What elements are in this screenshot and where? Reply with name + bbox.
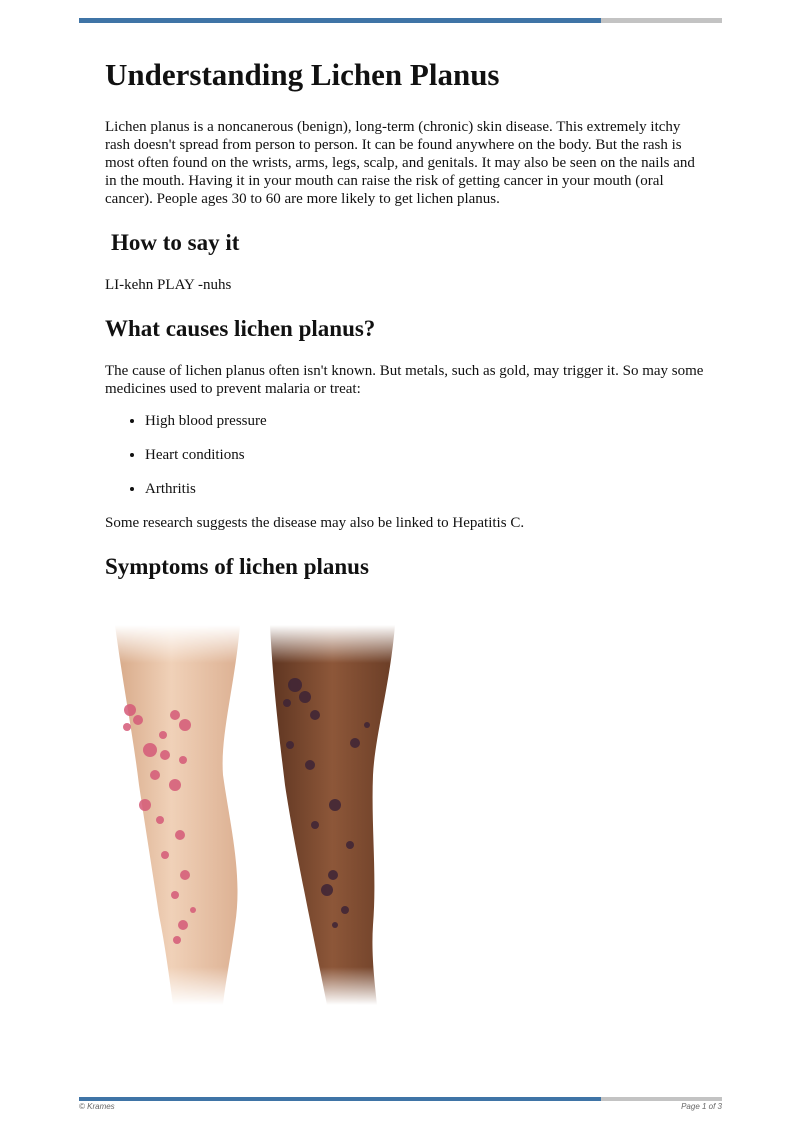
- list-item: • Arthritis: [145, 480, 705, 498]
- intro-paragraph: Lichen planus is a noncanerous (benign), long-term (chronic) skin disease. This extremely itchy rash doesn't spread from person to person. It can be found anywhere on the body. But the rash is most often found on the wrists, arms, legs, scalp, and genitals. It may also be seen on the nails and in the mouth. Having it in your mouth can raise the risk of getting cancer in your mouth (oral cancer). People ages 30 to 60 are more likely to get lichen planus.: [105, 119, 695, 207]
- footer-page-number: Page 1 of 3: [681, 1102, 722, 1111]
- bottom-progress-bar: [79, 1097, 722, 1101]
- top-progress-bar: [79, 18, 722, 23]
- conditions-list: [105, 412, 705, 498]
- research-note: Some research suggests the disease may also be linked to Hepatitis C.: [105, 515, 525, 531]
- pronunciation-text: LI-kehn PLAY -nuhs: [105, 277, 232, 293]
- page-title: Understanding Lichen Planus: [105, 57, 500, 92]
- causes-paragraph: The cause of lichen planus often isn't known. But metals, such as gold, may trigger it. So may some medicines used to prevent malaria or treat:: [105, 363, 704, 397]
- footer-copyright: © Krames: [79, 1102, 115, 1111]
- heading-how-to-say: How to say it: [111, 230, 240, 255]
- list-item: • Heart conditions: [145, 446, 705, 464]
- top-progress-fill: [79, 18, 601, 23]
- list-item: • High blood pressure: [145, 412, 705, 430]
- heading-causes: What causes lichen planus?: [105, 316, 376, 341]
- document-body: [105, 52, 705, 582]
- legs-rash-illustration: [105, 625, 405, 1005]
- bottom-progress-fill: [79, 1097, 601, 1101]
- light-skin-leg: [115, 625, 240, 1005]
- heading-symptoms: Symptoms of lichen planus: [105, 554, 369, 579]
